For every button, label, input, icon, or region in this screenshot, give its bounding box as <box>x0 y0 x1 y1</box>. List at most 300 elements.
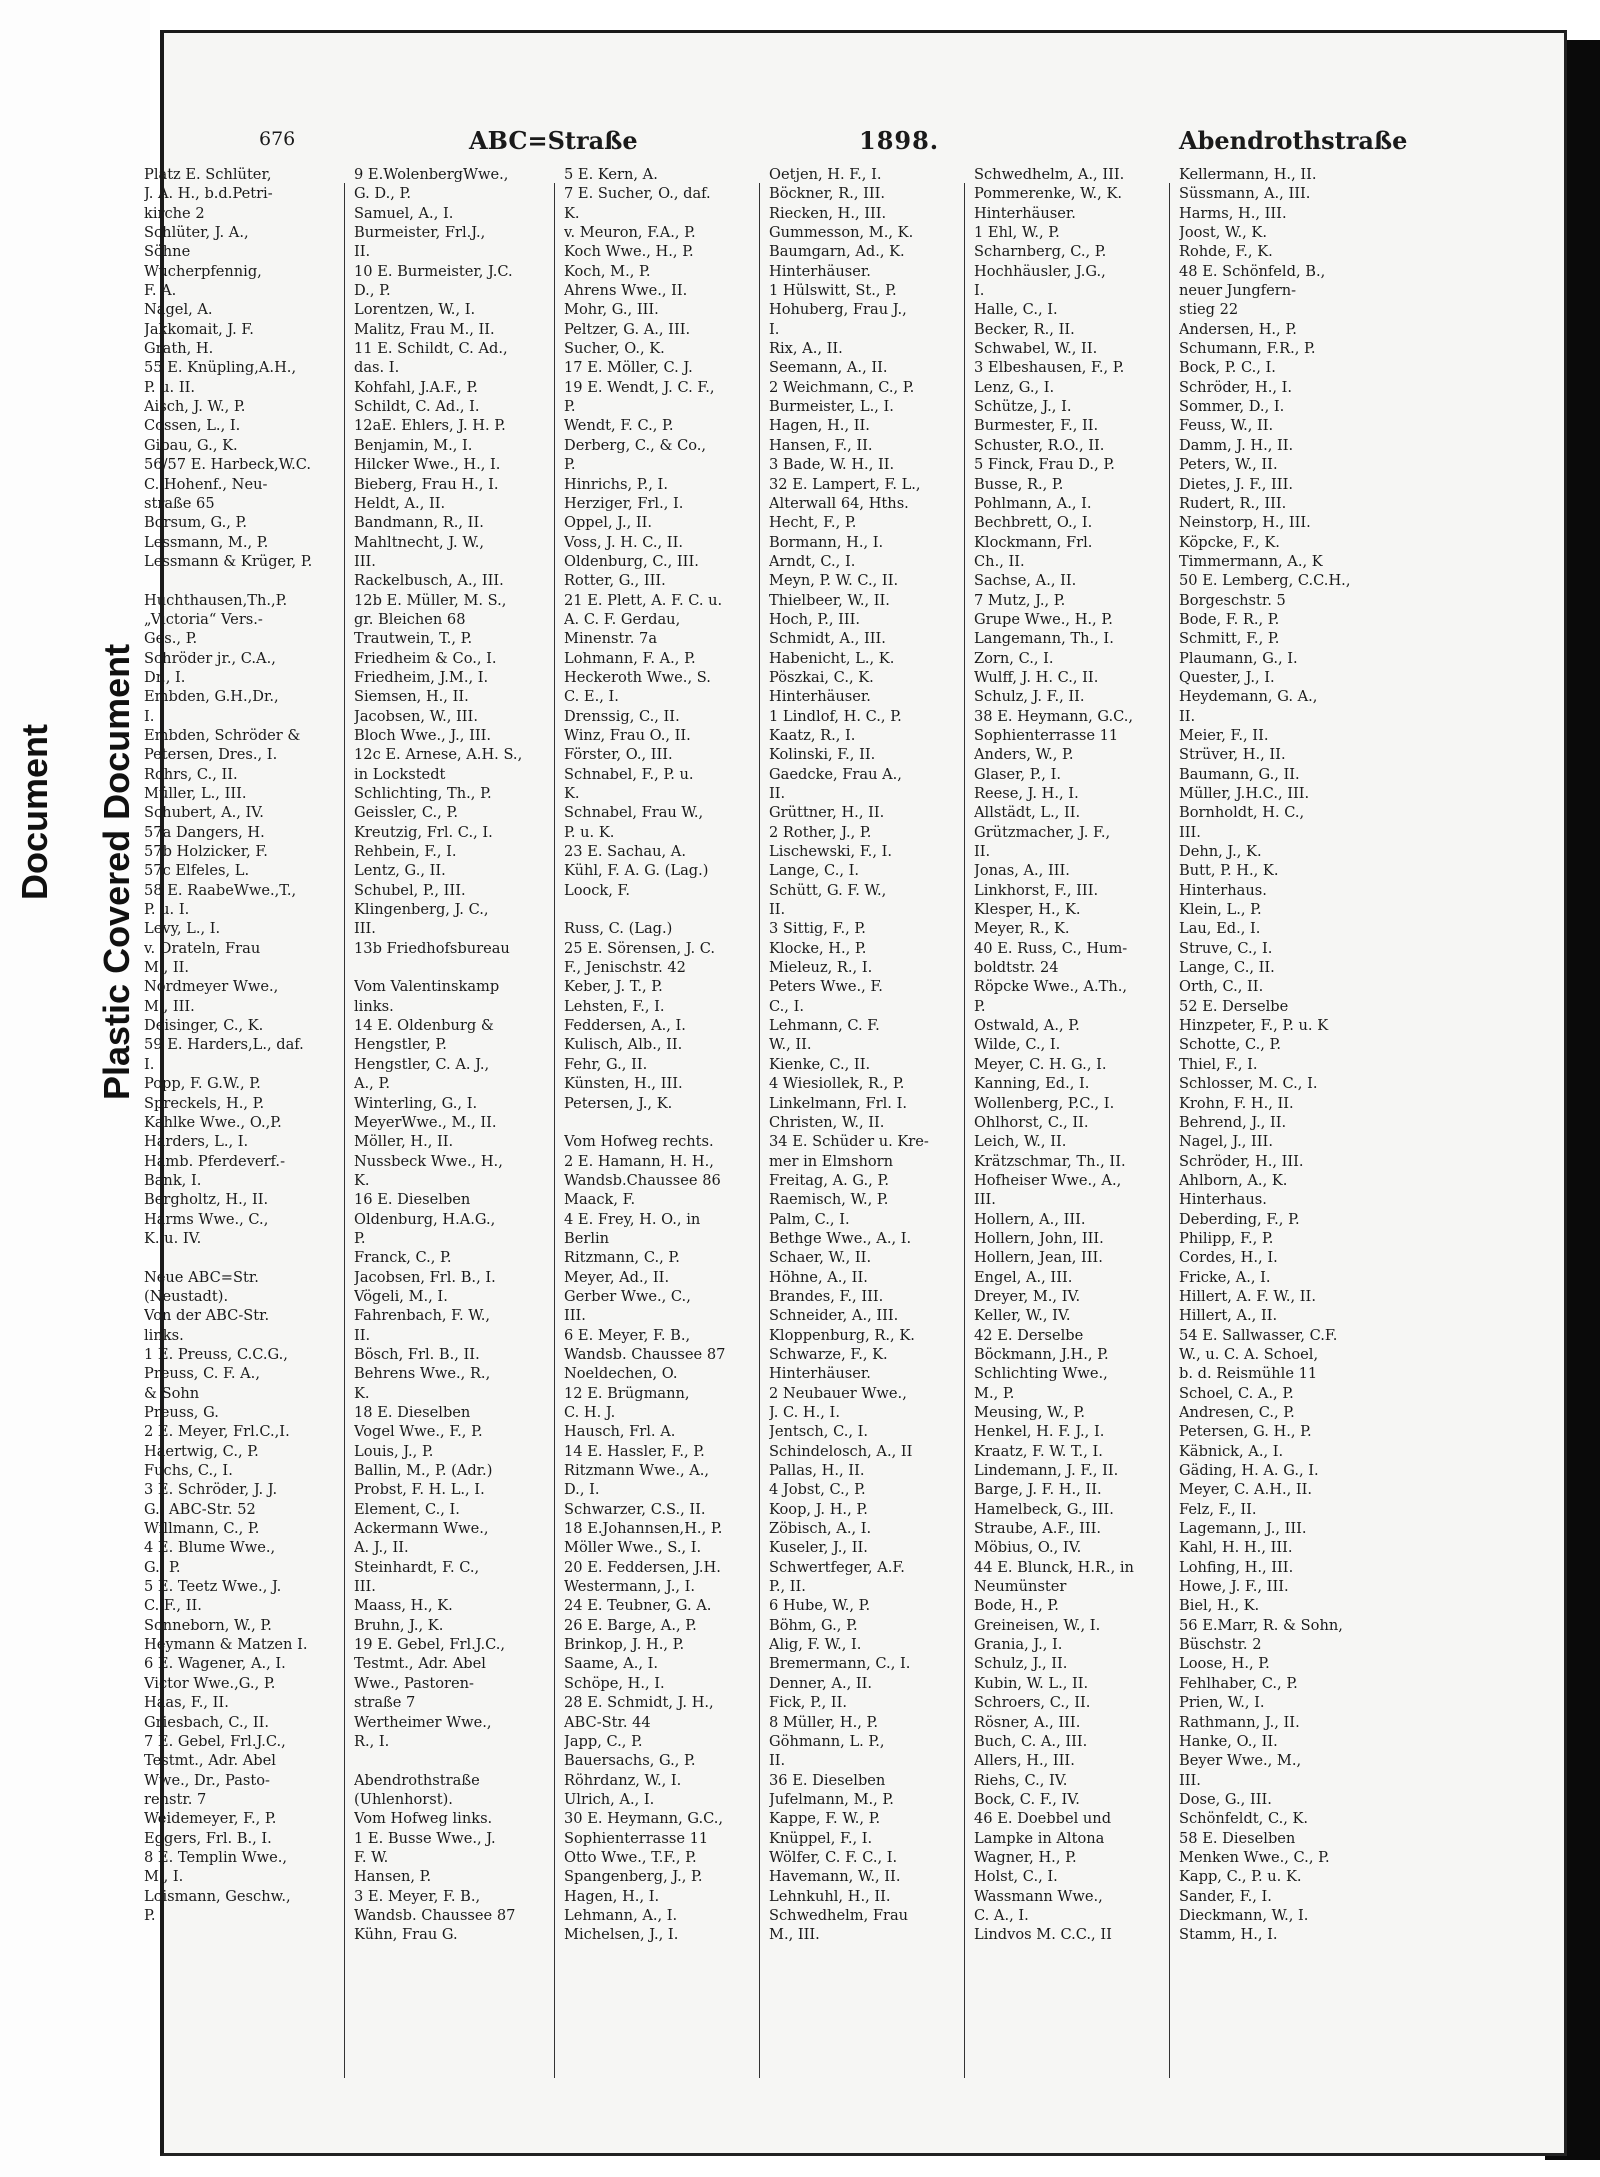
directory-line: 12c E. Arnese, A.H. S., <box>354 746 523 764</box>
directory-line: P. <box>144 1906 156 1924</box>
directory-line: P. <box>564 456 576 474</box>
directory-line: Köpcke, F., K. <box>1179 533 1280 551</box>
directory-line: 9 E.WolenbergWwe., <box>354 166 509 183</box>
directory-line: Hochhäusler, J.G., <box>974 262 1106 280</box>
directory-line: M., P. <box>974 1384 1015 1402</box>
directory-line: Kühl, F. A. G. (Lag.) <box>564 862 709 880</box>
directory-line: 57a Dangers, H. <box>144 823 265 841</box>
directory-line: Kraatz, F. W. T., I. <box>974 1442 1103 1460</box>
directory-line: 8 E. Templin Wwe., <box>144 1848 288 1866</box>
directory-line: Glaser, P., I. <box>974 765 1061 783</box>
directory-line: Deisinger, C., K. <box>144 1017 264 1035</box>
directory-line: Denner, A., II. <box>769 1674 873 1692</box>
directory-line: Fehr, G., II. <box>564 1055 648 1073</box>
directory-line: Thiel, F., I. <box>1179 1055 1258 1073</box>
directory-line: M., I. <box>144 1868 184 1886</box>
directory-line: Wandsb. Chaussee 87 <box>564 1345 726 1363</box>
directory-line: Peters, W., II. <box>1179 456 1278 474</box>
directory-line: Greineisen, W., I. <box>974 1616 1101 1634</box>
directory-line: Henkel, H. F. J., I. <box>974 1423 1105 1441</box>
directory-line: Huchthausen,Th.,P. <box>144 591 288 609</box>
directory-line: Klein, L., P. <box>1179 901 1262 919</box>
directory-line: K. <box>354 1171 370 1189</box>
directory-line: Probst, F. H. L., I. <box>354 1481 485 1499</box>
directory-line: Hausch, Frl. A. <box>564 1423 676 1441</box>
column-5 <box>974 165 1159 2065</box>
directory-line: 54 E. Sallwasser, C.F. <box>1179 1326 1338 1344</box>
directory-line: Kienke, C., II. <box>769 1055 871 1073</box>
directory-line: Derberg, C., & Co., <box>564 436 707 454</box>
directory-line: Timmermann, A., K <box>1179 552 1323 570</box>
directory-line: Element, C., I. <box>354 1500 460 1518</box>
directory-line: Bösch, Frl. B., II. <box>354 1345 480 1363</box>
directory-line: v. Meuron, F.A., P. <box>564 224 696 242</box>
directory-line: Böhm, G., P. <box>769 1616 858 1634</box>
directory-line: Wandsb. Chaussee 87 <box>354 1906 516 1924</box>
directory-line: Lohfing, H., III. <box>1179 1558 1294 1576</box>
directory-line: straße 65 <box>144 494 215 512</box>
directory-line: Schulz, J., II. <box>974 1655 1068 1673</box>
directory-line: III. <box>974 1191 996 1209</box>
directory-line: 2 Weichmann, C., P. <box>769 378 915 396</box>
directory-line: Rudert, R., III. <box>1179 494 1287 512</box>
directory-line: Schindelosch, A., II <box>769 1442 913 1460</box>
directory-line: 18 E. Dieselben <box>354 1404 471 1421</box>
directory-line: Borgeschstr. 5 <box>1179 591 1286 609</box>
directory-line: Fehlhaber, C., P. <box>1179 1674 1298 1692</box>
directory-line: Dieckmann, W., I. <box>1179 1906 1309 1924</box>
directory-line: Freitag, A. G., P. <box>769 1171 889 1189</box>
directory-line: Lenz, G., I. <box>974 378 1055 396</box>
column-3 <box>564 165 749 2065</box>
directory-line: Bandmann, R., II. <box>354 514 484 532</box>
directory-line: Schlosser, M. C., I. <box>1179 1075 1318 1093</box>
directory-line: Cossen, L., I. <box>144 417 241 435</box>
directory-line: Otto Wwe., T.F., P. <box>564 1848 697 1866</box>
directory-line: Sommer, D., I. <box>1179 398 1285 416</box>
directory-line: Scharnberg, C., P. <box>974 243 1107 261</box>
directory-line: M., III. <box>144 997 195 1015</box>
directory-line: Kreutzig, Frl. C., I. <box>354 823 493 841</box>
directory-line: II. <box>769 901 786 919</box>
directory-line: Joost, W., K. <box>1179 224 1267 242</box>
directory-line: III. <box>354 1578 376 1596</box>
directory-line: Meyn, P. W. C., II. <box>769 572 899 590</box>
directory-line: K. <box>564 204 580 222</box>
directory-line: Holst, C., I. <box>974 1868 1058 1886</box>
directory-line: Baumann, G., II. <box>1179 765 1300 783</box>
directory-line: Burmeister, Frl.J., <box>354 224 486 242</box>
directory-line: ABC-Str. 44 <box>564 1713 651 1731</box>
directory-line: Neumünster <box>974 1578 1067 1596</box>
directory-line: Sophienterrasse 11 <box>564 1829 709 1847</box>
directory-line: Schumann, F.R., P. <box>1179 340 1316 358</box>
directory-line: Franck, C., P. <box>354 1249 452 1267</box>
directory-line: K. <box>354 1384 370 1402</box>
directory-line: Rix, A., II. <box>769 340 843 358</box>
directory-line: & Sohn <box>144 1384 200 1402</box>
directory-line: 2 Rother, J., P. <box>769 823 872 841</box>
directory-line: W., II. <box>769 1036 812 1054</box>
directory-line: 8 Müller, H., P. <box>769 1713 879 1731</box>
directory-line: Kuseler, J., II. <box>769 1539 868 1557</box>
directory-line: (Neustadt). <box>144 1287 229 1305</box>
directory-line: Grupe Wwe., H., P. <box>974 610 1113 628</box>
directory-line: Eggers, Frl. B., I. <box>144 1829 272 1847</box>
directory-line: 5 Finck, Frau D., P. <box>974 456 1115 474</box>
directory-line: P., II. <box>769 1578 806 1596</box>
directory-line: 1 Ehl, W., P. <box>974 224 1060 242</box>
directory-line: Loismann, Geschw., <box>144 1887 291 1905</box>
header-right-title: Abendrothstraße <box>1179 126 1408 155</box>
directory-line: 19 E. Wendt, J. C. F., <box>564 378 715 396</box>
directory-line: Krätzschmar, Th., II. <box>974 1152 1126 1170</box>
directory-line: Strüver, H., II. <box>1179 746 1286 764</box>
directory-line: Riecken, H., III. <box>769 204 887 222</box>
directory-line: Lampke in Altona <box>974 1829 1105 1847</box>
directory-line: Bieberg, Frau H., I. <box>354 475 499 493</box>
directory-line: Hillert, A. F. W., II. <box>1179 1287 1316 1305</box>
directory-line: Sonneborn, W., P. <box>144 1616 272 1634</box>
directory-line: Leich, W., II. <box>974 1133 1067 1151</box>
directory-line: C. F., II. <box>144 1597 202 1615</box>
directory-line: Winterling, G., I. <box>354 1094 478 1112</box>
directory-line: Käbnick, A., I. <box>1179 1442 1284 1460</box>
directory-line: Lindvos M. C.C., II <box>974 1926 1112 1944</box>
directory-line: Schulz, J. F., II. <box>974 688 1085 706</box>
directory-line: 58 E. RaabeWwe.,T., <box>144 881 297 899</box>
directory-line: Kloppenburg, R., K. <box>769 1326 915 1344</box>
directory-line: Lehmann, A., I. <box>564 1906 678 1924</box>
directory-line: Allers, H., III. <box>974 1752 1075 1770</box>
directory-line: Friedheim, J.M., I. <box>354 668 489 686</box>
directory-line: Heckeroth Wwe., S. <box>564 668 711 686</box>
directory-line: 4 E. Frey, H. O., in <box>564 1210 701 1228</box>
directory-line: Behrend, J., II. <box>1179 1113 1287 1131</box>
directory-line: A. J., II. <box>354 1539 409 1557</box>
directory-line: Dreyer, M., IV. <box>974 1287 1081 1305</box>
directory-line: Hengstler, P. <box>354 1036 447 1054</box>
directory-line: 12 E. Brügmann, <box>564 1384 690 1402</box>
directory-line: 48 E. Schönfeld, B., <box>1179 262 1326 280</box>
directory-line: Von der ABC-Str. <box>144 1307 270 1325</box>
directory-line: Howe, J. F., III. <box>1179 1578 1289 1596</box>
directory-line: Hamelbeck, G., III. <box>974 1500 1114 1518</box>
directory-line: F., Jenischstr. 42 <box>564 959 686 977</box>
directory-line: Fick, P., II. <box>769 1694 848 1712</box>
directory-line <box>564 1113 749 1132</box>
directory-line: Fricke, A., I. <box>1179 1268 1271 1286</box>
directory-line: 6 Hube, W., P. <box>769 1597 871 1615</box>
directory-line: Neinstorp, H., III. <box>1179 514 1311 532</box>
directory-line: J. C. H., I. <box>769 1404 840 1421</box>
directory-line: 1 Lindlof, H. C., P. <box>769 707 902 725</box>
directory-line: Lindemann, J. F., II. <box>974 1462 1119 1480</box>
directory-line <box>144 1248 329 1267</box>
directory-line: Oldenburg, C., III. <box>564 552 699 570</box>
directory-line: D., I. <box>564 1481 600 1499</box>
directory-line: Kappe, F. W., P. <box>769 1810 881 1828</box>
directory-line: 57b Holzicker, F. <box>144 843 268 861</box>
directory-line: Kolinski, F., II. <box>769 746 876 764</box>
directory-line: Griesbach, C., II. <box>144 1713 270 1731</box>
directory-line: 12b E. Müller, M. S., <box>354 591 507 609</box>
directory-line: Wassmann Wwe., <box>974 1887 1103 1905</box>
directory-line: II. <box>1179 707 1196 725</box>
directory-line: Samuel, A., I. <box>354 204 454 222</box>
directory-line: 3 Sittig, F., P. <box>769 920 866 938</box>
directory-line: links. <box>354 997 394 1015</box>
directory-line: A., P. <box>354 1075 390 1093</box>
directory-line: Koch Wwe., H., P. <box>564 243 694 261</box>
directory-line: Hamb. Pferdeverf.- <box>144 1152 286 1170</box>
directory-line: Hinterhaus. <box>1179 881 1267 899</box>
directory-line: 2 Neubauer Wwe., <box>769 1384 907 1402</box>
directory-line: Preuss, C. F. A., <box>144 1365 260 1383</box>
directory-line: Hinterhäuser. <box>974 204 1076 222</box>
directory-line: Lohmann, F. A., P. <box>564 649 696 667</box>
directory-line: 7 Mutz, J., P. <box>974 591 1066 609</box>
directory-line: Böckmann, J.H., P. <box>974 1345 1109 1363</box>
directory-line: Vom Hofweg rechts. <box>564 1133 714 1151</box>
directory-line: Klingenberg, J. C., <box>354 901 489 919</box>
directory-line: G. D., P. <box>354 185 412 203</box>
directory-line: F. A. <box>144 282 177 300</box>
directory-line: Deberding, F., P. <box>1179 1210 1300 1228</box>
directory-line: Hinrichs, P., I. <box>564 475 668 493</box>
directory-line: Hollern, John, III. <box>974 1229 1104 1247</box>
directory-line: Rehbein, F., I. <box>354 843 457 861</box>
directory-line: Lange, C., II. <box>1179 959 1275 977</box>
directory-line: Voss, J. H. C., II. <box>564 533 683 551</box>
directory-line: Röpcke Wwe., A.Th., <box>974 978 1128 996</box>
directory-line: Kapp, C., P. u. K. <box>1179 1868 1302 1886</box>
directory-line: Hilcker Wwe., H., I. <box>354 456 501 474</box>
directory-line: v. Drateln, Frau <box>144 939 261 957</box>
column-6 <box>1179 165 1364 2065</box>
directory-line: J. A. H., b.d.Petri- <box>144 185 273 203</box>
directory-line: Lehnkuhl, H., II. <box>769 1887 891 1905</box>
column-divider <box>344 183 345 2078</box>
directory-line: Bergholtz, H., II. <box>144 1191 269 1209</box>
directory-line: Quester, J., I. <box>1179 668 1275 686</box>
directory-line: Mieleuz, R., I. <box>769 959 873 977</box>
directory-line: Kahlke Wwe., O.,P. <box>144 1113 282 1131</box>
directory-line: Plaumann, G., I. <box>1179 649 1298 667</box>
directory-line <box>354 958 539 977</box>
directory-line: 24 E. Teubner, G. A. <box>564 1597 712 1615</box>
directory-line: Friedheim & Co., I. <box>354 649 497 667</box>
directory-line: Schuster, R.O., II. <box>974 436 1105 454</box>
directory-line: Ritzmann Wwe., A., <box>564 1462 710 1480</box>
directory-line: 10 E. Burmeister, J.C. <box>354 262 513 280</box>
directory-line: Schubel, P., III. <box>354 881 466 899</box>
directory-line: boldtstr. 24 <box>974 959 1059 977</box>
directory-line: Struve, C., I. <box>1179 939 1273 957</box>
directory-line: Prien, W., I. <box>1179 1694 1265 1712</box>
directory-line: Krohn, F. H., II. <box>1179 1094 1294 1112</box>
directory-line: III. <box>354 920 376 938</box>
directory-line: Wwe., Pastoren- <box>354 1674 474 1692</box>
directory-line: 7 E. Gebel, Frl.J.C., <box>144 1732 286 1750</box>
directory-line: Arndt, C., I. <box>769 552 856 570</box>
directory-line: MeyerWwe., M., II. <box>354 1113 497 1131</box>
directory-line: Ackermann Wwe., <box>354 1520 489 1538</box>
directory-line: Wagner, H., P. <box>974 1848 1077 1866</box>
directory-line: Schmidt, A., III. <box>769 630 886 648</box>
directory-line: Louis, J., P. <box>354 1442 434 1460</box>
directory-line: Lagemann, J., III. <box>1179 1520 1307 1538</box>
directory-line: Pallas, H., II. <box>769 1462 865 1480</box>
directory-line: Schwarze, F., K. <box>769 1345 888 1363</box>
directory-line: Platz E. Schlüter, <box>144 166 272 183</box>
directory-line: Schütt, G. F. W., <box>769 881 887 899</box>
directory-line: Röhrdanz, W., I. <box>564 1771 682 1789</box>
directory-line: 1 Hülswitt, St., P. <box>769 282 897 300</box>
directory-line: 4 E. Blume Wwe., <box>144 1539 276 1557</box>
directory-line: Spangenberg, J., P. <box>564 1868 703 1886</box>
directory-line: Kohfahl, J.A.F., P. <box>354 378 478 396</box>
directory-line: Schotte, C., P. <box>1179 1036 1282 1054</box>
directory-line: 40 E. Russ, C., Hum- <box>974 939 1128 957</box>
directory-line: Wandsb.Chaussee 86 <box>564 1171 721 1189</box>
directory-line: (Uhlenhorst). <box>354 1790 453 1808</box>
directory-line: Oetjen, H. F., I. <box>769 166 882 183</box>
directory-line: 6 E. Wagener, A., I. <box>144 1655 286 1673</box>
directory-line: Harms Wwe., C., <box>144 1210 269 1228</box>
directory-line: W., u. C. A. Schoel, <box>1179 1345 1319 1363</box>
directory-line: Gibau, G., K. <box>144 436 238 454</box>
directory-line: Noeldechen, O. <box>564 1365 678 1383</box>
directory-line: Bornholdt, H. C., <box>1179 804 1305 822</box>
directory-line: II. <box>974 843 991 861</box>
directory-line: Haas, F., II. <box>144 1694 229 1712</box>
directory-line: Bock, C. F., IV. <box>974 1790 1080 1808</box>
directory-line: Lange, C., I. <box>769 862 860 880</box>
directory-line: Schwarzer, C.S., II. <box>564 1500 706 1518</box>
directory-line: P. <box>564 398 576 416</box>
directory-line: Becker, R., II. <box>974 320 1075 338</box>
directory-line: Schlichting, Th., P. <box>354 785 492 802</box>
directory-line: Borsum, G., P. <box>144 514 248 532</box>
directory-line: Müller, L., III. <box>144 785 247 802</box>
directory-line: Rotter, G., III. <box>564 572 666 590</box>
directory-line: Linkelmann, Frl. I. <box>769 1094 907 1112</box>
directory-line: 3 E. Schröder, J. J. <box>144 1481 278 1499</box>
directory-line: Grützmacher, J. F., <box>974 823 1111 841</box>
directory-line: II. <box>354 243 371 261</box>
directory-line: Büschstr. 2 <box>1179 1636 1262 1654</box>
directory-line: II. <box>354 1326 371 1344</box>
directory-line: Petersen, G. H., P. <box>1179 1423 1312 1441</box>
directory-line: Loock, F. <box>564 881 631 899</box>
directory-line: Felz, F., II. <box>1179 1500 1257 1518</box>
directory-line: Maass, H., K. <box>354 1597 453 1615</box>
directory-line: Preuss, G. <box>144 1404 219 1421</box>
directory-line: Brandes, F., III. <box>769 1287 884 1305</box>
directory-line: C. A., I. <box>974 1906 1029 1924</box>
directory-line: Gäding, H. A. G., I. <box>1179 1462 1319 1480</box>
directory-line: Sachse, A., II. <box>974 572 1077 590</box>
directory-line: Testmt., Adr. Abel <box>354 1655 486 1673</box>
directory-line: Künsten, H., III. <box>564 1075 683 1093</box>
directory-line: Schwabel, W., II. <box>974 340 1098 358</box>
directory-line: Meyer, R., K. <box>974 920 1070 938</box>
directory-line: Raemisch, W., P. <box>769 1191 889 1209</box>
directory-line: Grania, J., I. <box>974 1636 1063 1654</box>
directory-line: Keber, J. T., P. <box>564 978 663 996</box>
directory-line: Harders, L., I. <box>144 1133 249 1151</box>
column-divider <box>964 183 965 2078</box>
directory-line: G., ABC-Str. 52 <box>144 1500 256 1518</box>
directory-line: Russ, C. (Lag.) <box>564 920 673 938</box>
directory-line: 7 E. Sucher, O., daf. <box>564 185 711 203</box>
directory-line: Alterwall 64, Hths. <box>769 494 909 512</box>
directory-line: Philipp, F., P. <box>1179 1229 1274 1247</box>
directory-line: Wölfer, C. F. C., I. <box>769 1848 898 1866</box>
directory-line: renstr. 7 <box>144 1790 207 1808</box>
directory-line: Victor Wwe.,G., P. <box>144 1674 276 1692</box>
directory-line: Hollern, Jean, III. <box>974 1249 1103 1267</box>
directory-line: Feddersen, A., I. <box>564 1017 686 1035</box>
directory-line: Schaer, W., II. <box>769 1249 872 1267</box>
directory-line: Schroers, C., II. <box>974 1694 1091 1712</box>
directory-line: Embden, G.H.,Dr., <box>144 688 279 706</box>
directory-line: Möller, H., II. <box>354 1133 454 1151</box>
directory-line: 3 Elbeshausen, F., P. <box>974 359 1125 377</box>
directory-line: Sophienterrasse 11 <box>974 726 1119 744</box>
column-divider <box>554 183 555 2078</box>
directory-line: Pöszkai, C., K. <box>769 668 874 686</box>
directory-line: 55 E. Knüpling,A.H., <box>144 359 297 377</box>
directory-line: Dietes, J. F., III. <box>1179 475 1293 493</box>
directory-line: Bethge Wwe., A., I. <box>769 1229 912 1247</box>
directory-line: Schwertfeger, A.F. <box>769 1558 905 1576</box>
column-divider <box>1169 183 1170 2078</box>
directory-line: Maack, F. <box>564 1191 636 1209</box>
directory-line: Nagel, A. <box>144 301 213 319</box>
directory-line: 6 E. Meyer, F. B., <box>564 1326 691 1344</box>
directory-line: „Victoria“ Vers.- <box>144 610 263 628</box>
directory-line: R., I. <box>354 1732 390 1750</box>
directory-line: Göhmann, L. P., <box>769 1732 885 1750</box>
directory-line: P. u. II. <box>144 378 195 396</box>
directory-line: Ritzmann, C., P. <box>564 1249 680 1267</box>
directory-line: Wilde, C., I. <box>974 1036 1061 1054</box>
directory-line: Trautwein, T., P. <box>354 630 473 648</box>
directory-line: Damm, J. H., II. <box>1179 436 1294 454</box>
directory-line: Hoch, P., III. <box>769 610 861 628</box>
directory-line: Nordmeyer Wwe., <box>144 978 279 996</box>
directory-line: Förster, O., III. <box>564 746 673 764</box>
directory-line: Mohr, G., III. <box>564 301 659 319</box>
directory-line: Zöbisch, A., I. <box>769 1520 872 1538</box>
directory-line: Zorn, C., I. <box>974 649 1054 667</box>
directory-line: Bormann, H., I. <box>769 533 884 551</box>
directory-line: 32 E. Lampert, F. L., <box>769 475 921 493</box>
directory-line: Ballin, M., P. (Adr.) <box>354 1462 493 1480</box>
directory-line: Hengstler, C. A. J., <box>354 1055 490 1073</box>
side-label-fragment: Document <box>14 723 55 900</box>
directory-line: Kulisch, Alb., II. <box>564 1036 683 1054</box>
directory-line: Hohuberg, Frau J., <box>769 301 907 319</box>
directory-line: Mahltnecht, J. W., <box>354 533 485 551</box>
directory-line: 30 E. Heymann, G.C., <box>564 1810 724 1828</box>
directory-line: 14 E. Hassler, F., P. <box>564 1442 705 1460</box>
directory-line: Kaatz, R., I. <box>769 726 856 744</box>
directory-line: Hansen, F., II. <box>769 436 873 454</box>
directory-line: 34 E. Schüder u. Kre- <box>769 1133 929 1151</box>
